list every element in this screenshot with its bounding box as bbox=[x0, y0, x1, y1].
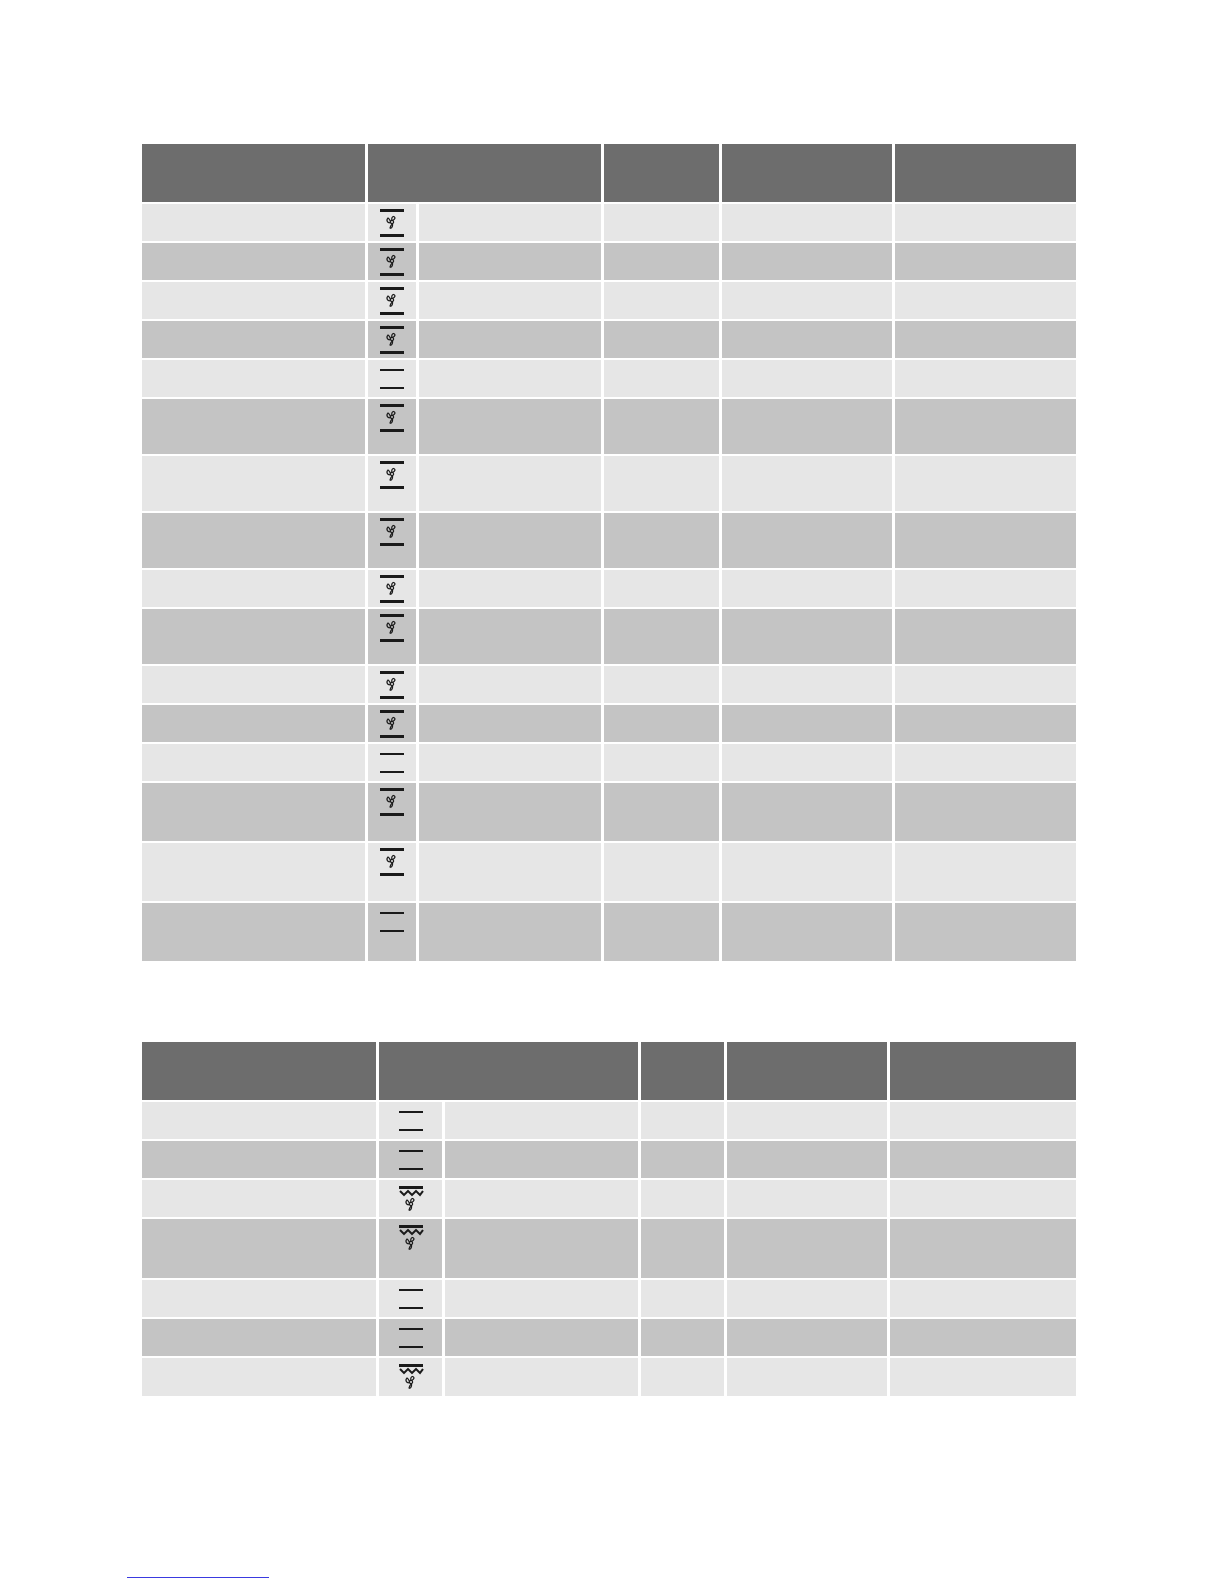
value-cell bbox=[890, 1358, 1076, 1396]
table-row bbox=[142, 282, 1076, 321]
value-cell bbox=[641, 1319, 727, 1356]
true-fan-cooking-icon bbox=[368, 282, 419, 319]
table-header-row bbox=[142, 1042, 1076, 1102]
function-cell bbox=[368, 744, 604, 781]
value-cell bbox=[604, 705, 722, 742]
header-cell bbox=[890, 1042, 1076, 1100]
table-row bbox=[142, 243, 1076, 282]
value-cell bbox=[895, 843, 1076, 901]
true-fan-cooking-icon bbox=[368, 243, 419, 280]
conventional-cooking-icon bbox=[368, 744, 419, 781]
table-row bbox=[142, 360, 1076, 399]
value-cell bbox=[604, 204, 722, 241]
true-fan-cooking-icon bbox=[368, 783, 419, 841]
header-cell bbox=[142, 144, 368, 202]
value-cell bbox=[722, 243, 895, 280]
value-cell bbox=[604, 666, 722, 703]
value-cell bbox=[722, 705, 895, 742]
value-cell bbox=[604, 456, 722, 511]
true-fan-cooking-icon bbox=[368, 609, 419, 664]
header-cell bbox=[722, 144, 895, 202]
value-cell bbox=[895, 360, 1076, 397]
function-cell bbox=[379, 1280, 641, 1317]
value-cell bbox=[722, 456, 895, 511]
function-cell bbox=[368, 321, 604, 358]
value-cell bbox=[722, 744, 895, 781]
value-cell bbox=[604, 609, 722, 664]
header-cell bbox=[641, 1042, 727, 1100]
function-cell bbox=[379, 1219, 641, 1278]
function-cell bbox=[368, 903, 604, 961]
value-cell bbox=[604, 744, 722, 781]
value-cell bbox=[895, 399, 1076, 454]
food-cell bbox=[142, 204, 368, 241]
function-cell bbox=[368, 513, 604, 568]
food-cell bbox=[142, 1180, 379, 1217]
function-cell bbox=[368, 609, 604, 664]
table-row bbox=[142, 399, 1076, 456]
value-cell bbox=[604, 243, 722, 280]
cooking-table-2 bbox=[142, 1042, 1076, 1398]
value-cell bbox=[604, 513, 722, 568]
function-cell bbox=[368, 570, 604, 607]
food-cell bbox=[142, 570, 368, 607]
value-cell bbox=[727, 1102, 890, 1139]
header-cell bbox=[142, 1042, 379, 1100]
value-cell bbox=[895, 456, 1076, 511]
food-cell bbox=[142, 1319, 379, 1356]
true-fan-cooking-icon bbox=[368, 705, 419, 742]
pizza-setting-icon bbox=[379, 1180, 445, 1217]
table-row bbox=[142, 1219, 1076, 1280]
function-cell bbox=[368, 399, 604, 454]
value-cell bbox=[604, 903, 722, 961]
food-cell bbox=[142, 744, 368, 781]
food-cell bbox=[142, 1280, 379, 1317]
food-cell bbox=[142, 321, 368, 358]
value-cell bbox=[604, 282, 722, 319]
value-cell bbox=[895, 243, 1076, 280]
value-cell bbox=[641, 1219, 727, 1278]
value-cell bbox=[604, 399, 722, 454]
conventional-cooking-icon bbox=[379, 1102, 445, 1139]
value-cell bbox=[722, 903, 895, 961]
value-cell bbox=[727, 1180, 890, 1217]
table-row bbox=[142, 1280, 1076, 1319]
food-cell bbox=[142, 1102, 379, 1139]
header-cell bbox=[368, 144, 604, 202]
value-cell bbox=[722, 399, 895, 454]
function-cell bbox=[368, 204, 604, 241]
function-cell bbox=[368, 705, 604, 742]
value-cell bbox=[895, 744, 1076, 781]
true-fan-cooking-icon bbox=[368, 456, 419, 511]
table-row bbox=[142, 1180, 1076, 1219]
food-cell bbox=[142, 360, 368, 397]
value-cell bbox=[727, 1280, 890, 1317]
value-cell bbox=[890, 1102, 1076, 1139]
function-cell bbox=[368, 783, 604, 841]
true-fan-cooking-icon bbox=[368, 513, 419, 568]
value-cell bbox=[895, 903, 1076, 961]
food-cell bbox=[142, 705, 368, 742]
table-row bbox=[142, 1358, 1076, 1398]
value-cell bbox=[722, 666, 895, 703]
function-cell bbox=[368, 666, 604, 703]
value-cell bbox=[895, 783, 1076, 841]
conventional-cooking-icon bbox=[379, 1319, 445, 1356]
value-cell bbox=[722, 783, 895, 841]
food-cell bbox=[142, 513, 368, 568]
table-row bbox=[142, 570, 1076, 609]
value-cell bbox=[604, 360, 722, 397]
function-cell bbox=[379, 1141, 641, 1178]
table-row bbox=[142, 843, 1076, 903]
food-cell bbox=[142, 282, 368, 319]
value-cell bbox=[722, 204, 895, 241]
food-cell bbox=[142, 399, 368, 454]
function-cell bbox=[379, 1319, 641, 1356]
conventional-cooking-icon bbox=[379, 1280, 445, 1317]
table-row bbox=[142, 321, 1076, 360]
food-cell bbox=[142, 903, 368, 961]
table-row bbox=[142, 1102, 1076, 1141]
value-cell bbox=[895, 570, 1076, 607]
conventional-cooking-icon bbox=[368, 360, 419, 397]
table-row bbox=[142, 1141, 1076, 1180]
function-cell bbox=[379, 1358, 641, 1396]
value-cell bbox=[727, 1358, 890, 1396]
value-cell bbox=[722, 609, 895, 664]
table-row bbox=[142, 903, 1076, 963]
table-row bbox=[142, 609, 1076, 666]
value-cell bbox=[727, 1319, 890, 1356]
header-cell bbox=[895, 144, 1076, 202]
value-cell bbox=[641, 1102, 727, 1139]
value-cell bbox=[641, 1280, 727, 1317]
cooking-table-1 bbox=[142, 144, 1076, 963]
food-cell bbox=[142, 456, 368, 511]
footer-link-underline[interactable] bbox=[127, 1577, 269, 1578]
value-cell bbox=[895, 705, 1076, 742]
value-cell bbox=[890, 1180, 1076, 1217]
conventional-cooking-icon bbox=[368, 903, 419, 961]
value-cell bbox=[722, 843, 895, 901]
value-cell bbox=[895, 321, 1076, 358]
table-row bbox=[142, 513, 1076, 570]
food-cell bbox=[142, 1219, 379, 1278]
true-fan-cooking-icon bbox=[368, 399, 419, 454]
value-cell bbox=[604, 570, 722, 607]
value-cell bbox=[890, 1141, 1076, 1178]
conventional-cooking-icon bbox=[379, 1141, 445, 1178]
value-cell bbox=[641, 1358, 727, 1396]
table-row bbox=[142, 204, 1076, 243]
value-cell bbox=[895, 282, 1076, 319]
table-row bbox=[142, 744, 1076, 783]
food-cell bbox=[142, 783, 368, 841]
value-cell bbox=[727, 1219, 890, 1278]
value-cell bbox=[722, 513, 895, 568]
function-cell bbox=[368, 456, 604, 511]
value-cell bbox=[641, 1141, 727, 1178]
table-header-row bbox=[142, 144, 1076, 204]
food-cell bbox=[142, 843, 368, 901]
table-row bbox=[142, 666, 1076, 705]
table-row bbox=[142, 705, 1076, 744]
food-cell bbox=[142, 609, 368, 664]
food-cell bbox=[142, 1358, 379, 1396]
value-cell bbox=[895, 666, 1076, 703]
value-cell bbox=[722, 570, 895, 607]
value-cell bbox=[722, 360, 895, 397]
value-cell bbox=[727, 1141, 890, 1178]
function-cell bbox=[368, 243, 604, 280]
header-cell bbox=[379, 1042, 641, 1100]
pizza-setting-icon bbox=[379, 1358, 445, 1396]
pizza-setting-icon bbox=[379, 1219, 445, 1278]
function-cell bbox=[368, 282, 604, 319]
true-fan-cooking-icon bbox=[368, 321, 419, 358]
value-cell bbox=[722, 282, 895, 319]
value-cell bbox=[895, 609, 1076, 664]
true-fan-cooking-icon bbox=[368, 570, 419, 607]
food-cell bbox=[142, 1141, 379, 1178]
food-cell bbox=[142, 666, 368, 703]
value-cell bbox=[604, 843, 722, 901]
table-row bbox=[142, 456, 1076, 513]
value-cell bbox=[641, 1180, 727, 1217]
header-cell bbox=[727, 1042, 890, 1100]
value-cell bbox=[604, 783, 722, 841]
header-cell bbox=[604, 144, 722, 202]
value-cell bbox=[604, 321, 722, 358]
table-row bbox=[142, 783, 1076, 843]
food-cell bbox=[142, 243, 368, 280]
function-cell bbox=[379, 1102, 641, 1139]
value-cell bbox=[895, 513, 1076, 568]
true-fan-cooking-icon bbox=[368, 204, 419, 241]
true-fan-cooking-icon bbox=[368, 843, 419, 901]
function-cell bbox=[368, 843, 604, 901]
function-cell bbox=[368, 360, 604, 397]
value-cell bbox=[722, 321, 895, 358]
value-cell bbox=[890, 1219, 1076, 1278]
value-cell bbox=[895, 204, 1076, 241]
true-fan-cooking-icon bbox=[368, 666, 419, 703]
value-cell bbox=[890, 1280, 1076, 1317]
table-row bbox=[142, 1319, 1076, 1358]
value-cell bbox=[890, 1319, 1076, 1356]
function-cell bbox=[379, 1180, 641, 1217]
